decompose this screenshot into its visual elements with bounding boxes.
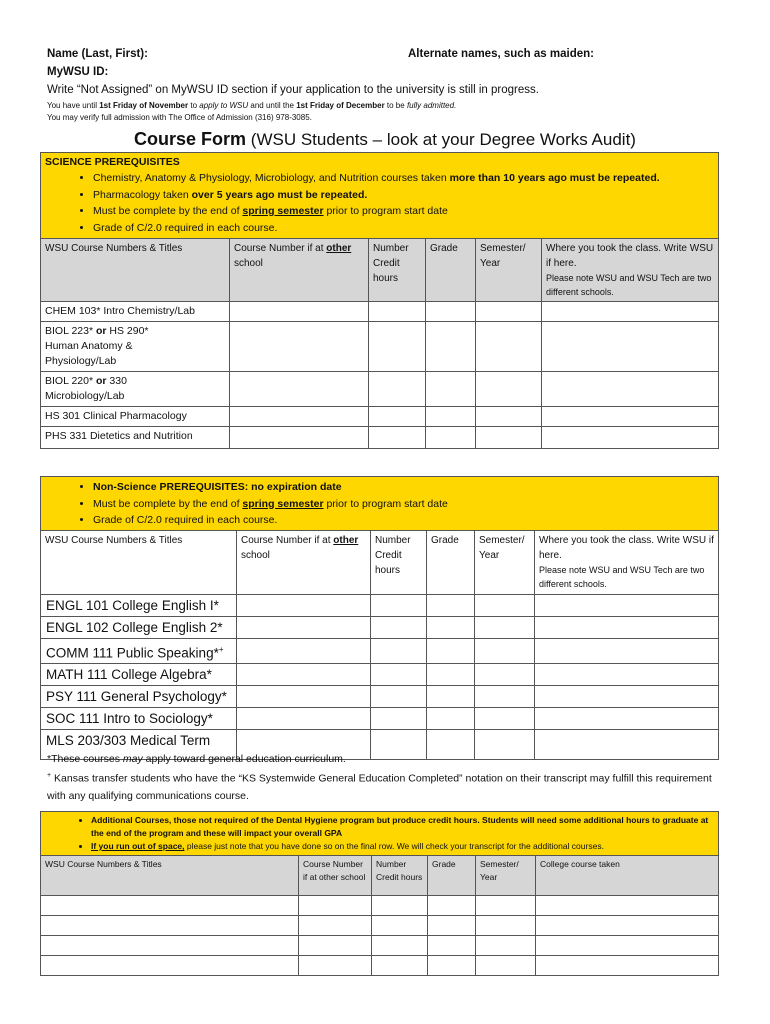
where-cell[interactable]: [542, 407, 719, 427]
semester-cell[interactable]: [475, 730, 535, 760]
grade-cell[interactable]: [426, 322, 476, 372]
where-cell[interactable]: [535, 708, 719, 730]
col-header-semester: Semester/ Year: [475, 530, 535, 594]
col-header-grade: Grade: [426, 239, 476, 302]
col-header-wsu: WSU Course Numbers & Titles: [41, 530, 237, 594]
course-title: PSY 111 General Psychology*: [41, 686, 237, 708]
mywsu-id-label: MyWSU ID:: [47, 66, 109, 78]
course-title: ENGL 102 College English 2*: [41, 616, 237, 638]
col-header-grade: Grade: [428, 856, 476, 896]
credit-cell[interactable]: [371, 708, 427, 730]
other-school-cell[interactable]: [237, 616, 371, 638]
semester-cell[interactable]: [475, 664, 535, 686]
where-cell[interactable]: [542, 302, 719, 322]
where-cell[interactable]: [536, 896, 719, 916]
where-cell[interactable]: [535, 616, 719, 638]
where-cell[interactable]: [535, 594, 719, 616]
col-header-semester: Semester/ Year: [476, 856, 536, 896]
col-header-where: College course taken: [536, 856, 719, 896]
grade-cell[interactable]: [427, 730, 475, 760]
where-cell[interactable]: [535, 730, 719, 760]
col-header-credit: Number Credit hours: [372, 856, 428, 896]
col-header-where: Where you took the class. Write WSU if here. Please note WSU and WSU Tech are two different schools.: [535, 530, 719, 594]
credit-cell[interactable]: [369, 427, 426, 449]
course-title-cell[interactable]: [41, 896, 299, 916]
course-title: MLS 203/303 Medical Term: [41, 730, 237, 760]
other-school-cell[interactable]: [237, 686, 371, 708]
additional-courses-table: [40, 811, 719, 976]
col-header-other: Course Number if at other school: [237, 530, 371, 594]
not-assigned-note: Write “Not Assigned” on MyWSU ID section if your application to the university is still in progress.: [47, 84, 539, 96]
nonscience-bullet: • Non-Science PREREQUISITES: no expiration date: [93, 479, 714, 496]
other-school-cell[interactable]: [237, 594, 371, 616]
course-title: CHEM 103* Intro Chemistry/Lab: [41, 302, 230, 322]
col-header-other: Course Number if at other school: [299, 856, 372, 896]
course-title: PHS 331 Dietetics and Nutrition: [41, 427, 230, 449]
grade-cell[interactable]: [427, 616, 475, 638]
credit-cell[interactable]: [371, 594, 427, 616]
col-header-credit: Number Credit hours: [371, 530, 427, 594]
where-cell[interactable]: [536, 916, 719, 936]
grade-cell[interactable]: [427, 638, 475, 664]
deadline-note: You have until 1st Friday of November to apply to WSU and until the 1st Friday of December to be fully admitted.: [47, 101, 457, 110]
science-prerequisites-table: [40, 152, 719, 449]
semester-cell[interactable]: [475, 638, 535, 664]
semester-cell[interactable]: [476, 322, 542, 372]
grade-cell[interactable]: [427, 686, 475, 708]
footnote-kansas-transfer: + Kansas transfer students who have the “KS Systemwide General Education Completed” notation on their transcript may fulfill this requirement with any qualifying communications course.: [47, 772, 712, 802]
credit-cell[interactable]: [372, 956, 428, 976]
where-cell[interactable]: [536, 936, 719, 956]
credit-cell[interactable]: [371, 616, 427, 638]
where-cell[interactable]: [542, 322, 719, 372]
science-bullet: • Chemistry, Anatomy & Physiology, Microbiology, and Nutrition courses taken more than 10 years ago must be repeated.: [93, 170, 714, 187]
other-school-cell[interactable]: [299, 916, 372, 936]
semester-cell[interactable]: [476, 916, 536, 936]
grade-cell[interactable]: [426, 427, 476, 449]
semester-cell[interactable]: [476, 936, 536, 956]
col-header-grade: Grade: [427, 530, 475, 594]
grade-cell[interactable]: [426, 372, 476, 407]
col-header-where: Where you took the class. Write WSU if here. Please note WSU and WSU Tech are two different schools.: [542, 239, 719, 302]
nonscience-bullet: • Must be complete by the end of spring semester prior to program start date: [93, 496, 714, 513]
course-title: BIOL 220* or 330 Microbiology/Lab: [41, 372, 230, 407]
semester-cell[interactable]: [476, 896, 536, 916]
grade-cell[interactable]: [427, 594, 475, 616]
grade-cell[interactable]: [426, 302, 476, 322]
course-title: SOC 111 Intro to Sociology*: [41, 708, 237, 730]
where-cell[interactable]: [535, 638, 719, 664]
semester-cell[interactable]: [475, 686, 535, 708]
semester-cell[interactable]: [476, 407, 542, 427]
course-title-cell[interactable]: [41, 936, 299, 956]
semester-cell[interactable]: [475, 708, 535, 730]
where-cell[interactable]: [535, 664, 719, 686]
credit-cell[interactable]: [371, 730, 427, 760]
other-school-cell[interactable]: [230, 372, 369, 407]
other-school-cell[interactable]: [237, 708, 371, 730]
page-title: Course Form (WSU Students – look at your Degree Works Audit): [134, 129, 636, 149]
where-cell[interactable]: [542, 427, 719, 449]
col-header-other: Course Number if at other school: [230, 239, 369, 302]
additional-bullet: • If you run out of space, please just note that you have done so on the final row. We will check your transcript for the additional courses.: [91, 840, 714, 853]
other-school-cell[interactable]: [230, 322, 369, 372]
credit-cell[interactable]: [369, 302, 426, 322]
credit-cell[interactable]: [372, 916, 428, 936]
additional-requirements-box: [41, 812, 719, 856]
course-title: ENGL 101 College English I*: [41, 594, 237, 616]
col-header-credit: Number Credit hours: [369, 239, 426, 302]
course-title: BIOL 223* or HS 290* Human Anatomy & Physiology/Lab: [41, 322, 230, 372]
other-school-cell[interactable]: [237, 638, 371, 664]
grade-cell[interactable]: [428, 956, 476, 976]
other-school-cell[interactable]: [299, 896, 372, 916]
other-school-cell[interactable]: [299, 956, 372, 976]
grade-cell[interactable]: [428, 936, 476, 956]
course-title-cell[interactable]: [41, 956, 299, 976]
col-header-wsu: WSU Course Numbers & Titles: [41, 239, 230, 302]
name-label: Name (Last, First):: [47, 48, 148, 60]
other-school-cell[interactable]: [237, 664, 371, 686]
credit-cell[interactable]: [372, 896, 428, 916]
semester-cell[interactable]: [476, 372, 542, 407]
semester-cell[interactable]: [476, 427, 542, 449]
other-school-cell[interactable]: [230, 407, 369, 427]
verify-note: You may verify full admission with The Office of Admission (316) 978-3085.: [47, 113, 312, 122]
credit-cell[interactable]: [369, 407, 426, 427]
nonscience-requirements-box: [41, 477, 719, 531]
semester-cell[interactable]: [476, 302, 542, 322]
grade-cell[interactable]: [428, 916, 476, 936]
semester-cell[interactable]: [476, 956, 536, 976]
where-cell[interactable]: [536, 956, 719, 976]
credit-cell[interactable]: [369, 322, 426, 372]
where-cell[interactable]: [535, 686, 719, 708]
course-title: HS 301 Clinical Pharmacology: [41, 407, 230, 427]
course-title-cell[interactable]: [41, 916, 299, 936]
where-cell[interactable]: [542, 372, 719, 407]
science-bullet: • Pharmacology taken over 5 years ago must be repeated.: [93, 187, 714, 204]
grade-cell[interactable]: [428, 896, 476, 916]
nonscience-bullet: • Grade of C/2.0 required in each course.: [93, 512, 714, 529]
other-school-cell[interactable]: [230, 302, 369, 322]
course-title: COMM 111 Public Speaking*+: [41, 638, 237, 664]
col-header-wsu: WSU Course Numbers & Titles: [41, 856, 299, 896]
nonscience-prerequisites-table: [40, 476, 719, 760]
other-school-cell[interactable]: [299, 936, 372, 956]
footnote-general-education: *These courses may apply toward general education curriculum.: [47, 753, 346, 765]
semester-cell[interactable]: [475, 594, 535, 616]
grade-cell[interactable]: [427, 664, 475, 686]
credit-cell[interactable]: [371, 638, 427, 664]
course-title: MATH 111 College Algebra*: [41, 664, 237, 686]
alternate-names-label: Alternate names, such as maiden:: [408, 48, 594, 60]
science-requirements-box: SCIENCE PREREQUISITES • Chemistry, Anatomy & Physiology, Microbiology, and Nutrition courses taken more than 10 years ago must be repeated. • Pharmacology taken over 5 years ago must be repeated. • Must be complete by the end of spring semester prior to program start date • Grade of C/2.0 required in each course.: [41, 153, 719, 239]
grade-cell[interactable]: [426, 407, 476, 427]
grade-cell[interactable]: [427, 708, 475, 730]
credit-cell[interactable]: [371, 686, 427, 708]
science-bullet: • Must be complete by the end of spring semester prior to program start date: [93, 203, 714, 220]
science-bullet: • Grade of C/2.0 required in each course.: [93, 220, 714, 237]
semester-cell[interactable]: [475, 616, 535, 638]
credit-cell[interactable]: [372, 936, 428, 956]
col-header-semester: Semester/ Year: [476, 239, 542, 302]
additional-bullet: • Additional Courses, those not required of the Dental Hygiene program but produce credit hours. Students will need some additional hours to graduate at the end of the program and these will impact your overall GPA: [91, 814, 714, 840]
other-school-cell[interactable]: [230, 427, 369, 449]
credit-cell[interactable]: [369, 372, 426, 407]
credit-cell[interactable]: [371, 664, 427, 686]
